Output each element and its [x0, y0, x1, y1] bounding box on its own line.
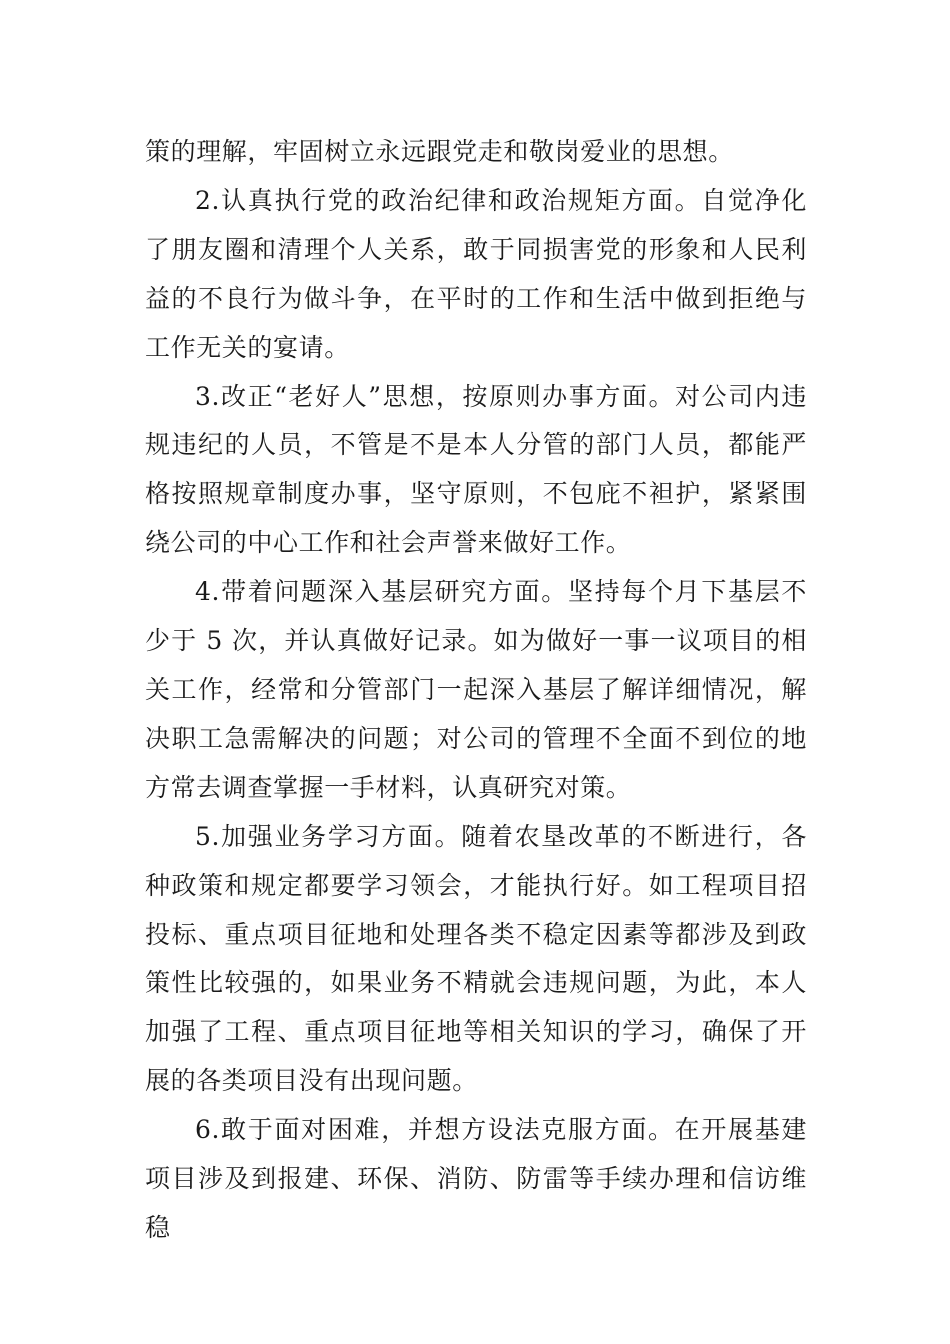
document-body	[145, 128, 807, 1253]
paragraph-item-2: 2.认真执行党的政治纪律和政治规矩方面。自觉净化了朋友圈和清理个人关系，敢于同损害党的形象和人民利益的不良行为做斗争，在平时的工作和生活中做到拒绝与工作无关的宴请。	[145, 185, 807, 362]
paragraph-item-4: 4.带着问题深入基层研究方面。坚持每个月下基层不少于 5 次，并认真做好记录。如为做好一事一议项目的相关工作，经常和分管部门一起深入基层了解详细情况，解决职工急需解决的问题；对公司的管理不全面不到位的地方常去调查掌握一手材料，认真研究对策。	[145, 577, 807, 802]
paragraph-item-3: 3.改正“老好人”思想，按原则办事方面。对公司内违规违纪的人员，不管是不是本人分管的部门人员，都能严格按照规章制度办事，坚守原则，不包庇不袒护，紧紧围绕公司的中心工作和社会声誉来做好工作。	[145, 381, 807, 558]
paragraph-continuation: 策的理解，牢固树立永远跟党走和敬岗爱业的思想。	[145, 137, 734, 166]
paragraph-item-5: 5.加强业务学习方面。随着农垦改革的不断进行，各种政策和规定都要学习领会，才能执行好。如工程项目招投标、重点项目征地和处理各类不稳定因素等都涉及到政策性比较强的，如果业务不精就会违规问题，为此，本人加强了工程、重点项目征地等相关知识的学习，确保了开展的各类项目没有出现问题。	[145, 821, 807, 1096]
paragraph-item-6: 6.敢于面对困难，并想方设法克服方面。在开展基建项目涉及到报建、环保、消防、防雷等手续办理和信访维稳	[145, 1115, 807, 1242]
